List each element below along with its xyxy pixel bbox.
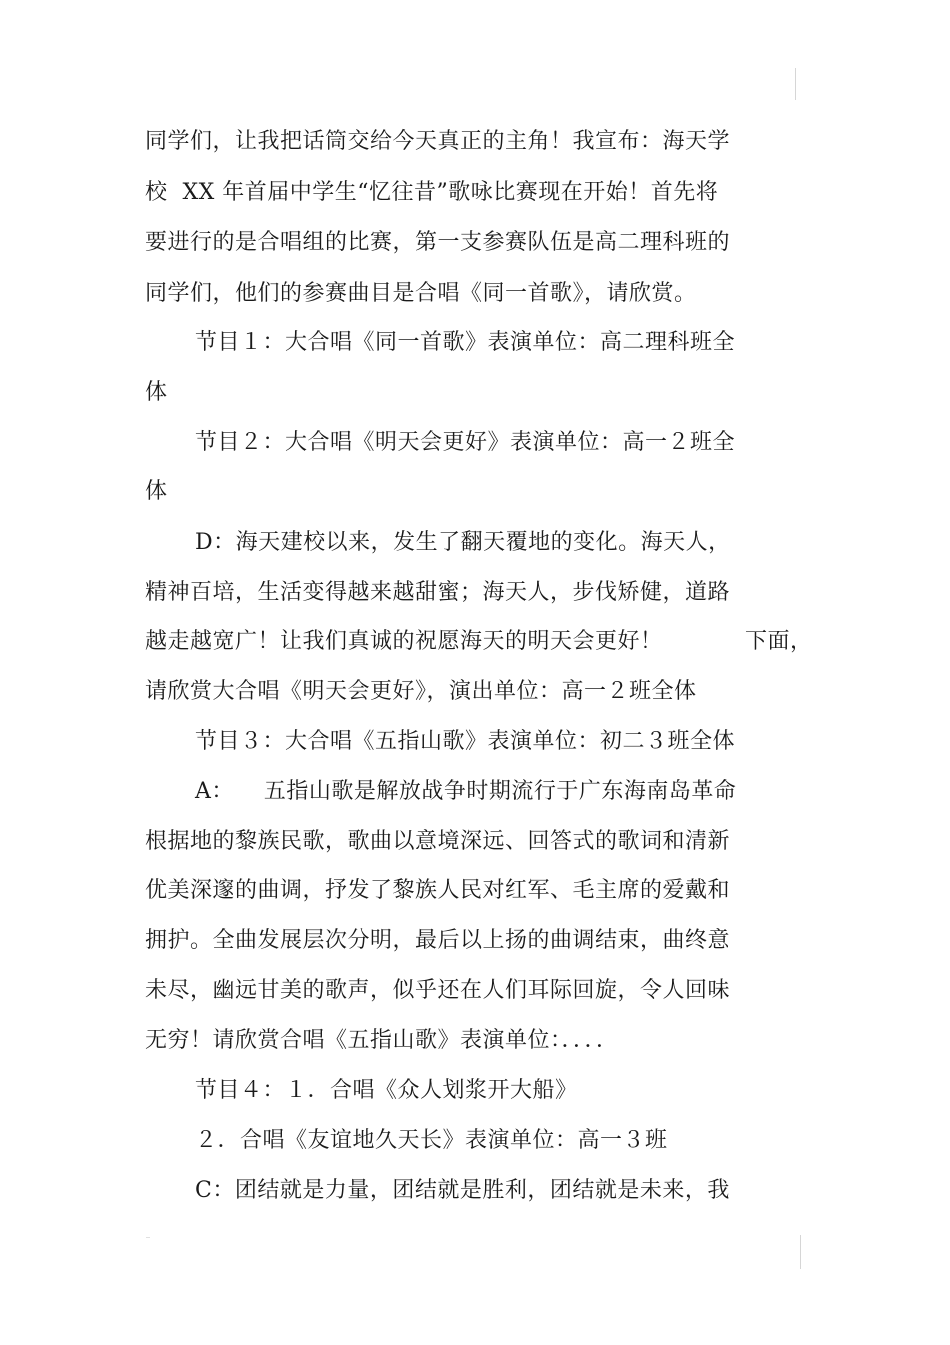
text-line: 拥护。全曲发展层次分明，最后以上扬的曲调结束，曲终意	[145, 928, 731, 953]
host-line: A： 五指山歌是解放战争时期流行于广东海南岛革命	[195, 779, 737, 804]
page-edge-mark	[800, 1235, 801, 1269]
text-line: 校 XX 年首届中学生“忆往昔”歌咏比赛现在开始！首先将	[145, 180, 719, 205]
page-edge-mark	[795, 68, 796, 100]
program-line: 节目１：大合唱《同一首歌》表演单位：高二理科班全	[195, 330, 736, 355]
program-line: 节目２：大合唱《明天会更好》表演单位：高一２班全	[195, 430, 736, 455]
text-line: 越走越宽广！让我们真诚的祝愿海天的明天会更好！	[145, 629, 663, 654]
program-line: 节目３：大合唱《五指山歌》表演单位：初二３班全体	[195, 729, 736, 754]
host-line: C：团结就是力量，团结就是胜利，团结就是未来，我	[195, 1178, 730, 1203]
text-line: 体	[145, 479, 168, 504]
host-line: D：海天建校以来，发生了翻天覆地的变化。海天人，	[195, 530, 731, 555]
text-line: 同学们，他们的参赛曲目是合唱《同一首歌》，请欣赏。	[145, 281, 697, 306]
text-line: 根据地的黎族民歌，歌曲以意境深远、回答式的歌词和清新	[145, 829, 731, 854]
text-line: 优美深邃的曲调，抒发了黎族人民对红军、毛主席的爱戴和	[145, 878, 731, 903]
text-line: 体	[145, 380, 168, 405]
text-line: 下面，	[745, 629, 813, 654]
program-line: ２．合唱《友谊地久天长》表演单位：高一３班	[195, 1128, 668, 1153]
text-line: 无穷！请欣赏合唱《五指山歌》表演单位：．．．．	[145, 1028, 619, 1053]
text-line: 要进行的是合唱组的比赛，第一支参赛队伍是高二理科班的	[145, 230, 731, 255]
text-line: 同学们，让我把话筒交给今天真正的主角！我宣布：海天学	[145, 129, 731, 154]
text-line: 请欣赏大合唱《明天会更好》，演出单位：高一２班全体	[145, 679, 697, 704]
text-line: 精神百培，生活变得越来越甜蜜；海天人，步伐矫健，道路	[145, 580, 731, 605]
text-line: 未尽，幽远甘美的歌声，似乎还在人们耳际回旋，令人回味	[145, 978, 731, 1003]
program-line: 节目４：１．合唱《众人划浆开大船》	[195, 1078, 578, 1103]
page-edge-mark	[146, 1237, 150, 1238]
